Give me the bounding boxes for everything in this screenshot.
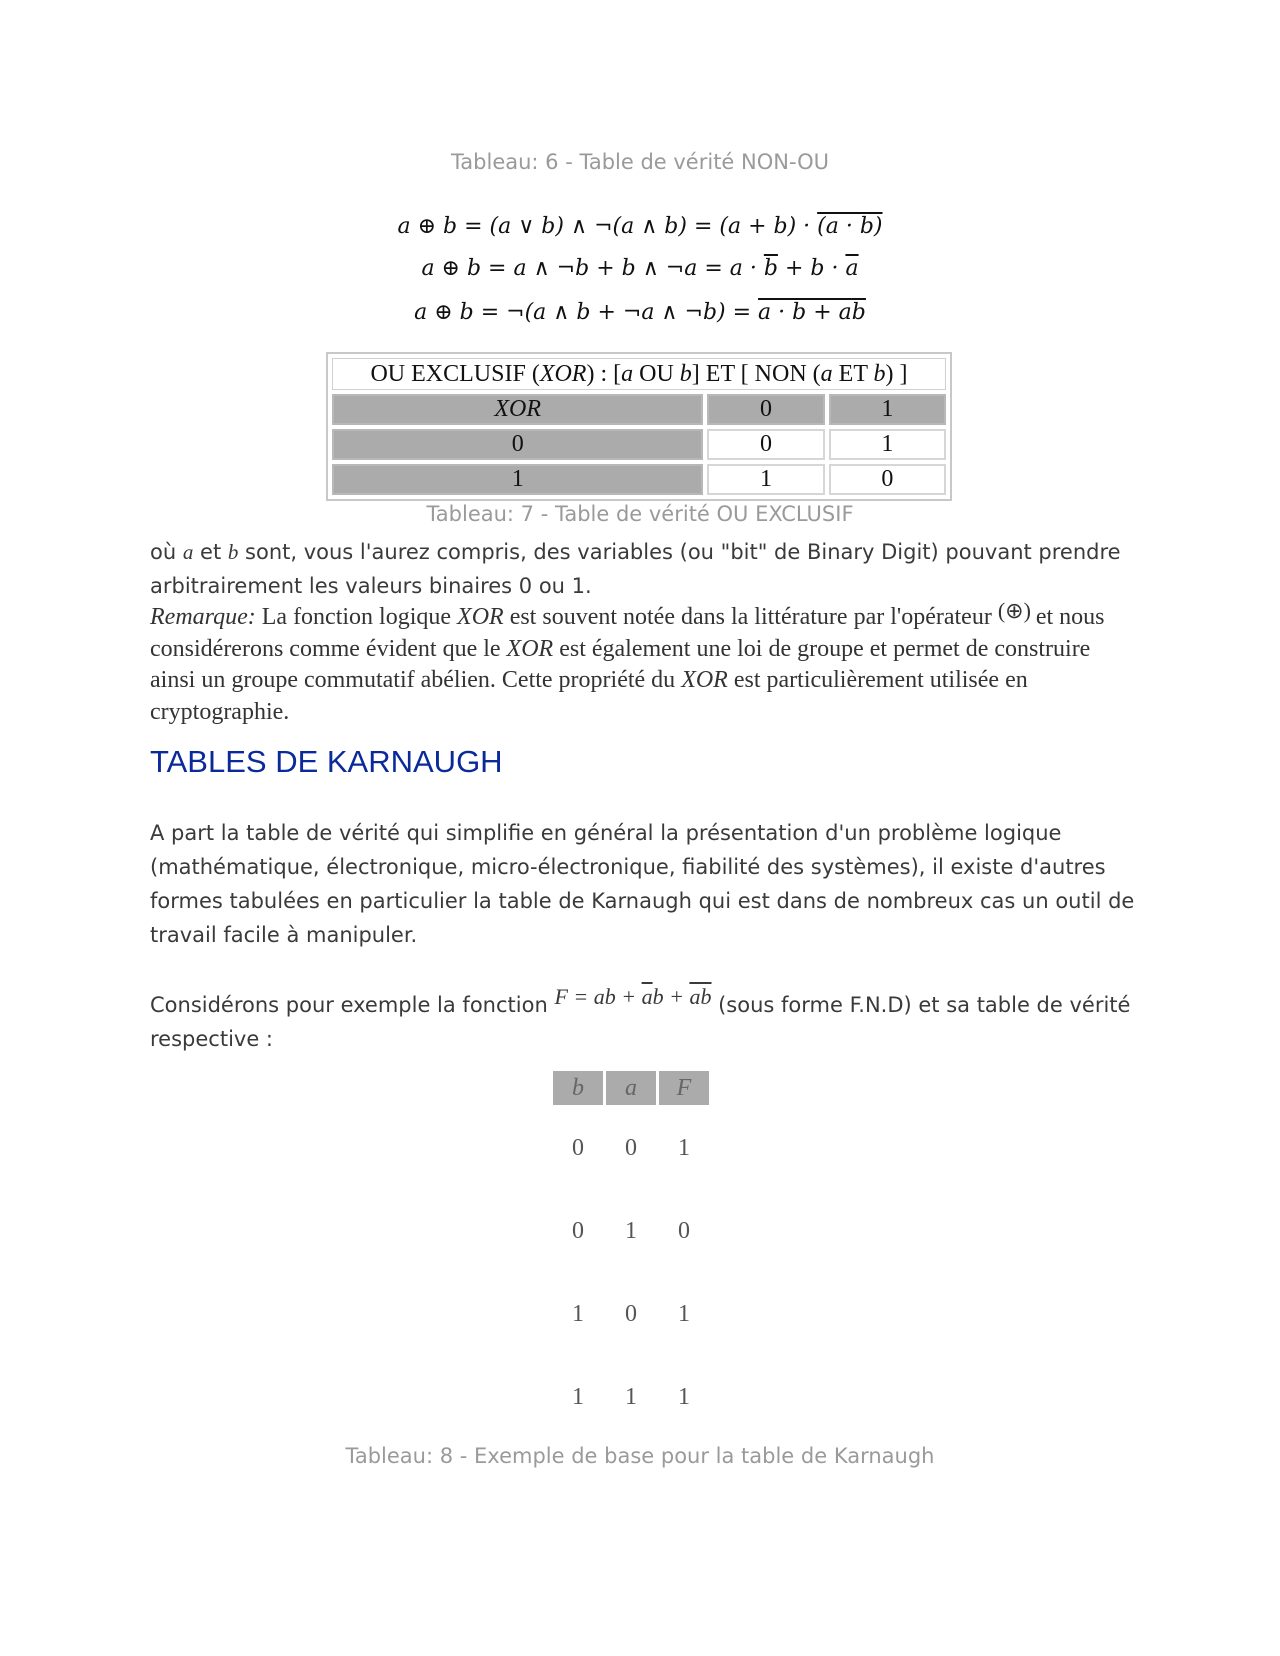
- karnaugh-table-cell: 0: [678, 1217, 690, 1244]
- formula-xor-3: a ⊕ b = ¬(a ∧ b + ¬a ∧ ¬b) = a · b + ab: [414, 300, 866, 325]
- paragraph-function-example: Considérons pour exemple la fonction F = ab + $\overline{a}b$ + ab (sous forme F.N.D) et sa table de vérité respective :: [150, 984, 1131, 1051]
- caption-table-8: Tableau: 8 - Exemple de base pour la table de Karnaugh: [345, 1444, 935, 1468]
- karnaugh-table-cell: 1: [678, 1383, 690, 1410]
- karnaugh-table-header-cell: a: [606, 1071, 656, 1105]
- xor-table-cell: 0: [829, 464, 946, 495]
- caption-table-6: Tableau: 6 - Table de vérité NON-OU: [450, 150, 830, 174]
- xor-table-header-cell: XOR: [332, 394, 703, 425]
- karnaugh-table-cell: 0: [572, 1217, 584, 1244]
- karnaugh-table-cell: 1: [678, 1300, 690, 1327]
- xor-operator-symbol: (⊕): [997, 598, 1031, 623]
- caption-table-7: Tableau: 7 - Table de vérité OU EXCLUSIF: [426, 502, 854, 526]
- karnaugh-table-cell: 1: [678, 1134, 690, 1161]
- karnaugh-table-cell: 1: [572, 1300, 584, 1327]
- paragraph-remark: Remarque: La fonction logique XOR est souvent notée dans la littérature par l'opérateur (⊕) et nous considérerons comme évident que le XOR est également une loi de groupe et permet de construire ainsi un groupe commutatif abélien. Cette propriété du XOR est particulièrement utilisée en cryptographie.: [150, 598, 1105, 725]
- table-row: [553, 1108, 709, 1188]
- xor-table-cell: 1: [829, 429, 946, 460]
- xor-table-header-cell: 0: [707, 394, 824, 425]
- xor-table-row-label: 1: [332, 464, 703, 495]
- xor-truth-table: [326, 352, 952, 501]
- xor-table-header-row: [332, 394, 946, 425]
- table-row: [553, 1191, 709, 1271]
- section-heading: TABLES DE KARNAUGH: [150, 744, 503, 779]
- karnaugh-truth-table: [550, 1068, 712, 1440]
- table-row: [332, 429, 946, 460]
- formula-xor-1: a ⊕ b = (a ∨ b) ∧ ¬(a ∧ b) = (a + b) · (a · b): [397, 214, 883, 239]
- karnaugh-table-header-cell: b: [553, 1071, 603, 1105]
- paragraph-variables: où a et b sont, vous l'aurez compris, des variables (ou "bit" de Binary Digit) pouvant prendre arbitrairement les valeurs binaires 0 ou 1.: [150, 540, 1121, 598]
- table-row: [553, 1274, 709, 1354]
- karnaugh-table-cell: 0: [625, 1134, 637, 1161]
- xor-table-cell: 0: [707, 429, 824, 460]
- xor-table-header-cell: 1: [829, 394, 946, 425]
- table-row: [332, 464, 946, 495]
- karnaugh-table-cell: 1: [625, 1383, 637, 1410]
- xor-table-title: OU EXCLUSIF (XOR) : [a OU b] ET [ NON (a ET b) ]: [332, 358, 946, 390]
- formula-xor-2: a ⊕ b = a ∧ ¬b + b ∧ ¬a = $a \cdot \overline{b} + b \cdot \overline{a}$: [421, 256, 859, 281]
- karnaugh-table-cell: 0: [572, 1134, 584, 1161]
- xor-table-row-label: 0: [332, 429, 703, 460]
- karnaugh-table-cell: 1: [625, 1217, 637, 1244]
- karnaugh-table-header-cell: F: [659, 1071, 709, 1105]
- table-row: [553, 1357, 709, 1437]
- xor-table-cell: 1: [707, 464, 824, 495]
- karnaugh-table-cell: 1: [572, 1383, 584, 1410]
- function-formula: F = ab + $\overline{a}b$ + ab: [554, 984, 712, 1009]
- paragraph-karnaugh-intro: A part la table de vérité qui simplifie en général la présentation d'un problème logique (mathématique, électronique, micro-électronique, fiabilité des systèmes), il existe d'autres formes tabulées en particulier la table de Karnaugh qui est dans de nombreux cas un outil de travail facile à manipuler.: [150, 821, 1135, 947]
- karnaugh-table-header-row: [553, 1071, 709, 1105]
- karnaugh-table-cell: 0: [625, 1300, 637, 1327]
